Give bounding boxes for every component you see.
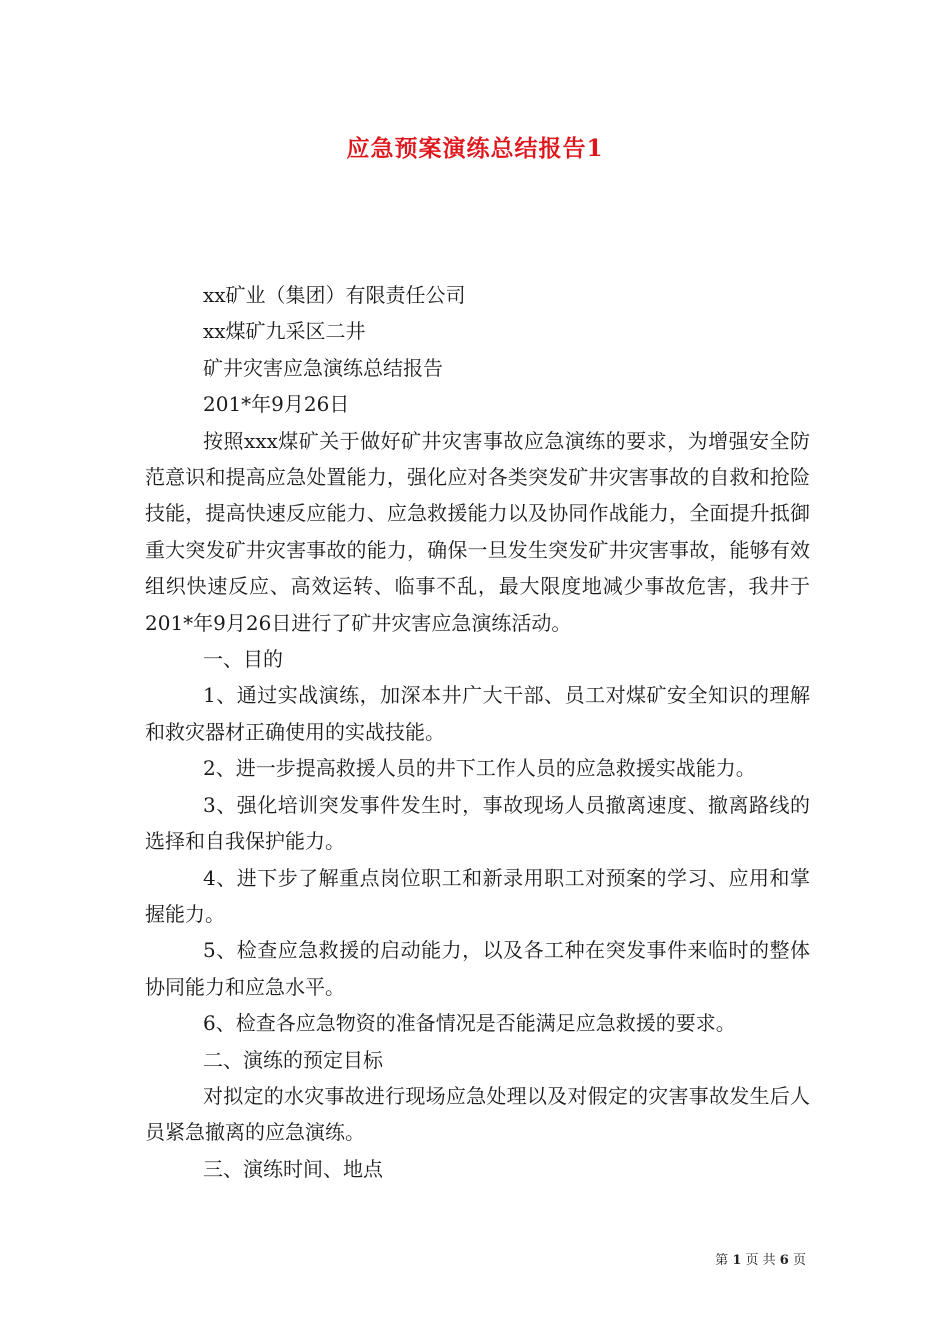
- purpose-item-1: 1、通过实战演练，加深本井广大干部、员工对煤矿安全知识的理解和救灾器材正确使用的实战技能。: [145, 683, 810, 744]
- document-body: [145, 277, 810, 1187]
- section-heading-goals: 二、演练的预定目标: [203, 1047, 383, 1072]
- document-title: 应急预案演练总结报告1: [346, 135, 604, 162]
- footer-suffix: 页: [792, 1253, 806, 1268]
- mine-name: xx煤矿九采区二井: [203, 319, 366, 344]
- purpose-item-2: 2、进一步提高救援人员的井下工作人员的应急救援实战能力。: [203, 756, 756, 781]
- footer-prefix: 第: [715, 1253, 729, 1268]
- footer-current-page: 1: [732, 1253, 742, 1268]
- section-heading-purpose: 一、目的: [203, 647, 283, 672]
- report-subtitle: 矿井灾害应急演练总结报告: [203, 355, 443, 380]
- footer-total-pages: 6: [779, 1253, 789, 1268]
- report-date: 201*年9月26日: [203, 392, 350, 417]
- purpose-item-6: 6、检查各应急物资的准备情况是否能满足应急救援的要求。: [203, 1011, 736, 1036]
- page-footer: [715, 1249, 806, 1268]
- goals-paragraph: 对拟定的水灾事故进行现场应急处理以及对假定的灾害事故发生后人员紧急撤离的应急演练。: [145, 1083, 810, 1145]
- footer-middle: 页 共: [745, 1253, 776, 1268]
- purpose-item-5: 5、检查应急救援的启动能力，以及各工种在突发事件来临时的整体协同能力和应急水平。: [145, 938, 810, 999]
- purpose-item-3: 3、强化培训突发事件发生时，事故现场人员撤离速度、撤离路线的选择和自我保护能力。: [145, 792, 810, 854]
- intro-paragraph: 按照xxx煤矿关于做好矿井灾害事故应急演练的要求，为增强安全防范意识和提高应急处置能力，强化应对各类突发矿井灾害事故的自救和抢险技能，提高快速反应能力、应急救援能力以及协同作战能力，全面提升抵御重大突发矿井灾害事故的能力，确保一旦发生突发矿井灾害事故，能够有效组织快速反应、高效运转、临事不乱，最大限度地减少事故危害，我井于201*年9月26日进行了矿井灾害应急演练活动。: [145, 428, 810, 635]
- section-heading-time-place: 三、演练时间、地点: [203, 1156, 383, 1181]
- company-name: xx矿业（集团）有限责任公司: [203, 283, 466, 307]
- purpose-item-4: 4、进下步了解重点岗位职工和新录用职工对预案的学习、应用和掌握能力。: [145, 865, 810, 926]
